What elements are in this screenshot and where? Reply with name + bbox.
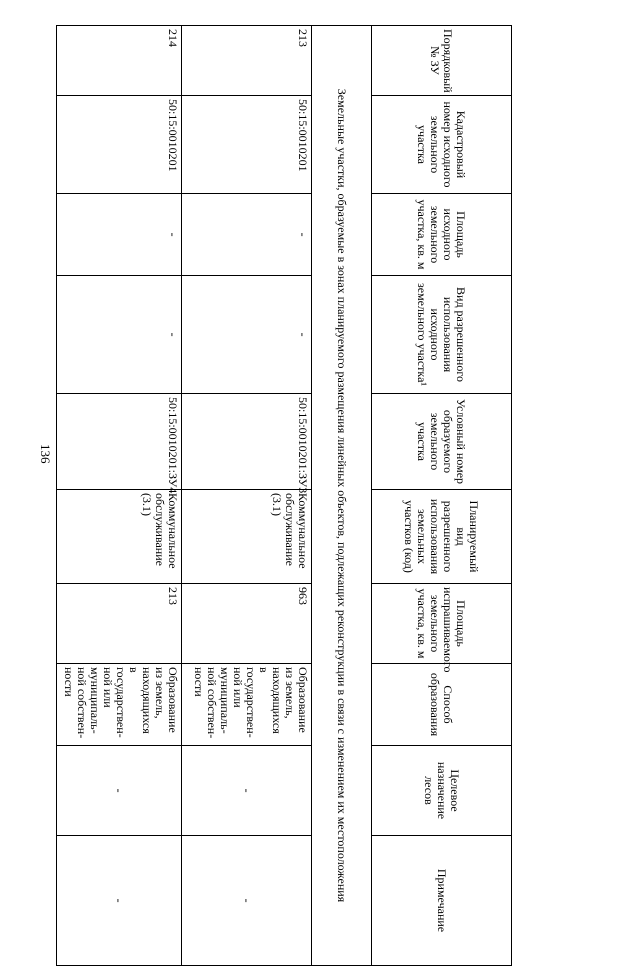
cell-cadastral: 50:15:0010201: [182, 96, 312, 194]
cell-cadastral: 50:15:0010201: [57, 96, 182, 194]
cell-forest: -: [57, 746, 182, 836]
cell-method: Образование из земель, находящихся в государствен-ной или муниципаль-ной собствен-ности: [182, 664, 312, 746]
cell-note: -: [57, 836, 182, 966]
cell-vri-planned: Коммунальное обслуживание (3.1): [57, 490, 182, 584]
col-header-vri-planned: Планируемый вид разрешенного использования земельных участков (код): [372, 490, 512, 584]
col-header-forest: Целевое назначение лесов: [372, 746, 512, 836]
table-row: [182, 26, 312, 966]
cell-num: 213: [182, 26, 312, 96]
col-header-area-source: Площадь исходного земельного участка, кв. м: [372, 194, 512, 276]
header-row: [372, 26, 512, 966]
cell-conditional-number: 50:15:0010201:ЗУ4: [57, 394, 182, 490]
col-header-cadastral: Кадастровый номер исходного земельного участка: [372, 96, 512, 194]
cell-area-requested: 213: [57, 584, 182, 664]
section-row: [312, 26, 372, 966]
cell-vri-source: -: [57, 276, 182, 394]
col-header-conditional-number: Условный номер образуемого земельного участка: [372, 394, 512, 490]
cell-area-source: -: [57, 194, 182, 276]
col-header-num: Порядковый № ЗУ: [372, 26, 512, 96]
col-header-area-requested: Площадь испрашиваемого земельного участка, кв. м: [372, 584, 512, 664]
rotated-table-wrapper: [57, 25, 512, 933]
cell-area-requested: 963: [182, 584, 312, 664]
cell-method: Образование из земель, находящихся в государствен-ной или муниципаль-ной собствен-ности: [57, 664, 182, 746]
col-header-vri-source: Вид разрешенного использования исходного земельного участка¹: [372, 276, 512, 394]
col-header-method: Способ образования: [372, 664, 512, 746]
cell-area-source: -: [182, 194, 312, 276]
page-number: 136: [38, 444, 53, 464]
cell-conditional-number: 50:15:0010201:ЗУ3: [182, 394, 312, 490]
section-title: Земельные участки, образуемые в зонах планируемого размещения линейных объектов, подлежащих реконструкции в связи с изменением их местоположения: [312, 26, 372, 966]
land-plots-table: [56, 25, 512, 966]
cell-num: 214: [57, 26, 182, 96]
cell-note: -: [182, 836, 312, 966]
col-header-note: Примечание: [372, 836, 512, 966]
cell-vri-planned: Коммунальное обслуживание (3.1): [182, 490, 312, 584]
cell-forest: -: [182, 746, 312, 836]
table-row: [57, 26, 182, 966]
cell-vri-source: -: [182, 276, 312, 394]
